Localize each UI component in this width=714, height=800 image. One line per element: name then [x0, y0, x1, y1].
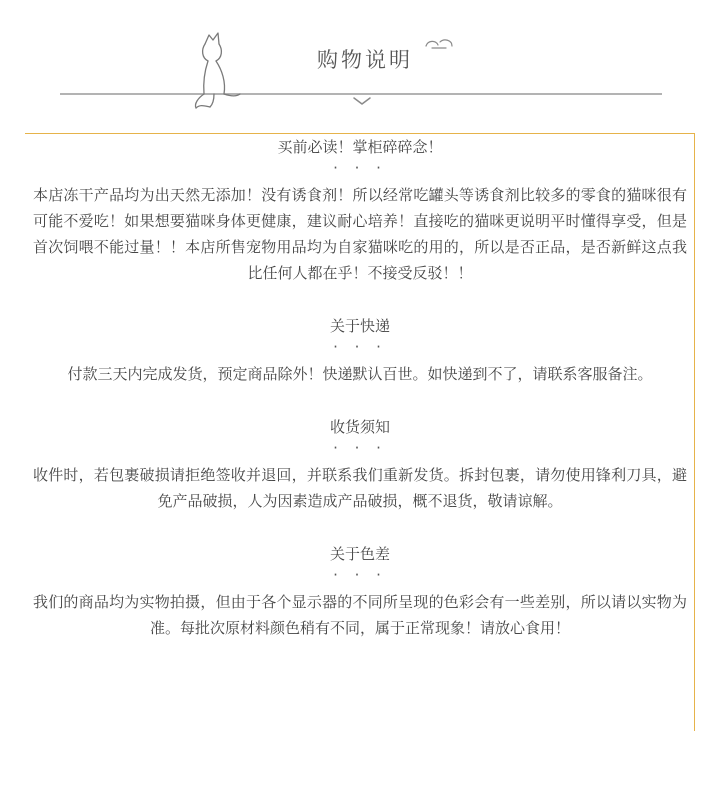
section-dots-divider: · · · — [333, 439, 387, 457]
section-title: 收货须知 — [329, 418, 390, 436]
section-text: 本店冻干产品均为出天然无添加！没有诱食剂！所以经常吃罐头等诱食剂比较多的零食的猫咪很有可能不爱吃！如果想要猫咪身体更健康，建议耐心培养！直接吃的猫咪更说明平时懂得享受，但是首次饲喂不能过量！！本店所售宠物用品均为自家猫咪吃的用的，所以是否正品，是否新鲜这点我比任何人都在乎！不接受反驳！！ — [33, 186, 687, 282]
section-gap — [25, 286, 695, 313]
section-text: 收件时，若包裹破损请拒绝签收并退回，并联系我们重新发货。拆封包裹，请勿使用锋利刀具，避免产品破损，人为因素造成产品破损，概不退货，敬请谅解。 — [33, 466, 687, 510]
page-title: 购物说明 — [317, 48, 413, 72]
cat-line-drawing-icon — [195, 33, 240, 108]
section-title: 关于色差 — [329, 545, 390, 563]
info-content — [25, 134, 695, 641]
page-header — [0, 0, 714, 120]
section-text: 我们的商品均为实物拍摄，但由于各个显示器的不同所呈现的色彩会有一些差别，所以请以实物为准。每批次原材料颜色稍有不同，属于正常现象！请放心食用！ — [33, 593, 687, 637]
section-receiving — [25, 414, 695, 514]
section-title: 买前必读！掌柜碎碎念！ — [277, 138, 443, 156]
section-dots-divider: · · · — [333, 338, 387, 356]
section-shipping — [25, 313, 695, 387]
section-gap — [25, 387, 695, 414]
section-color-difference — [25, 541, 695, 641]
section-gap — [25, 514, 695, 541]
section-title: 关于快递 — [329, 317, 390, 335]
section-must-read — [25, 134, 695, 286]
chevron-down-icon — [354, 98, 370, 104]
section-dots-divider: · · · — [333, 159, 387, 177]
section-dots-divider: · · · — [333, 566, 387, 584]
section-text: 付款三天内完成发货，预定商品除外！快递默认百世。如快递到不了，请联系客服备注。 — [67, 365, 653, 383]
